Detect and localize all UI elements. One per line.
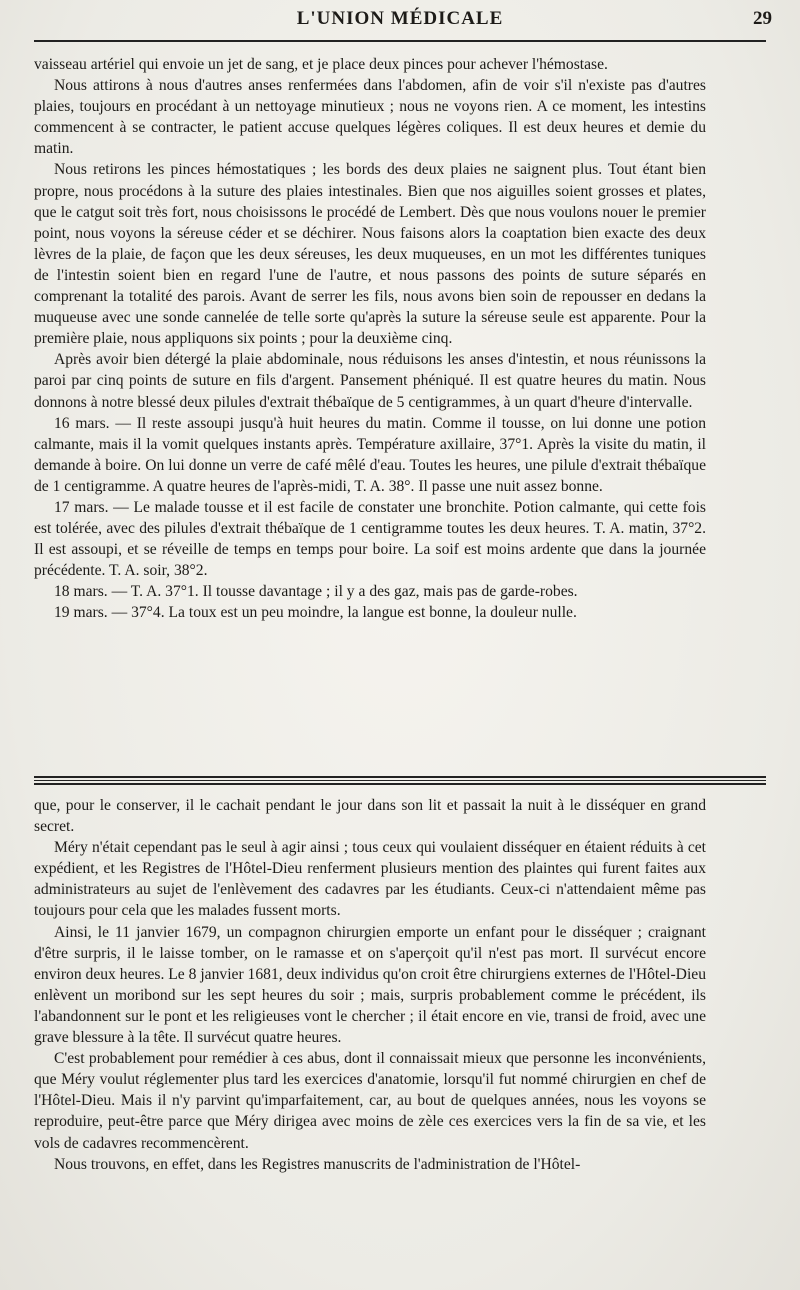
body-paragraph: Nous retirons les pinces hémostatiques ; les bords des deux plaies ne saignent plus. Tout étant bien propre, nous procédons à la suture des plaies intestinales. Bien que nos aiguilles soient grosses et plates, que le catgut soit très fort, nous choisissons le procédé de Lembert. Dès que nous voulons nouer le premier point, nous voyons la séreuse céder et se déchirer. Nous faisons alors la coaptation bien exacte des deux lèvres de la plaie, de façon que les deux séreuses, les deux muqueuses, en un mot les différentes tuniques de l'intestin soient bien en regard l'une de l'autre, et nous passons des points de suture séparés en comprenant la totalité des parois. Avant de serrer les fils, nous avons bien soin de repousser en dedans la muqueuse avec une sonde cannelée de telle sorte qu'après la suture la séreuse seule est apparente. Pour la première plaie, nous appliquons six points ; pour la deuxième cinq. (34, 161, 706, 348)
body-paragraph: Après avoir bien détergé la plaie abdominale, nous réduisons les anses d'intestin, et nous réunissons la paroi par cinq points de suture en fils d'argent. Pansement phéniqué. Il est quatre heures du matin. Nous donnons à notre blessé deux pilules d'extrait thébaïque de 5 centigrammes, à un quart d'heure d'intervalle. (34, 351, 706, 411)
body-paragraph: 16 mars. — Il reste assoupi jusqu'à huit heures du matin. Comme il tousse, on lui donne une potion calmante, mais il la vomit quelques instants après. Température axillaire, 37°1. Après la visite du matin, il demande à boire. On lui donne un verre de café mêlé d'eau. Toutes les heures, une pilule d'extrait thébaïque de 1 centigramme. A quatre heures de l'après-midi, T. A. 38°. Il passe une nuit assez bonne. (34, 414, 706, 495)
body-paragraph: Nous trouvons, en effet, dans les Registres manuscrits de l'administration de l'Hôtel- (54, 1155, 581, 1173)
clinical-case-section (34, 54, 706, 624)
body-paragraph: 17 mars. — Le malade tousse et il est facile de constater une bronchite. Potion calmante, qui cette fois est tolérée, avec des pilules d'extrait thébaïque de 1 centigramme toutes les deux heures. T. A. matin, 37°2. Il est assoupi, et se réveille de temps en temps pour boire. La soif est moins ardente que dans la journée précédente. T. A. soir, 38°2. (34, 498, 706, 580)
running-head (0, 6, 800, 34)
body-paragraph: Ainsi, le 11 janvier 1679, un compagnon chirurgien emporte un enfant pour le disséquer ; craignant d'être surpris, il le laisse tomber, on le ramasse et on s'aperçoit qu'il n'est pas mort. Il survécut encore environ deux heures. Le 8 janvier 1681, deux individus qu'on croit être chirurgiens externes de l'Hôtel-Dieu enlèvent un moribond sur les sept heures du soir ; mais, surpris probablement comme le précédent, ils l'abandonnent sur le pont et les religieuses vont le chercher ; il était encore en vie, transi de froid, avec une grave blessure à la tête. Il survécut quatre heures. (34, 923, 706, 1047)
body-paragraph: C'est probablement pour remédier à ces abus, dont il connaissait mieux que personne les inconvénients, que Méry voulut réglementer plus tard les exercices d'anatomie, lorsqu'il fut nommé chirurgien en chef de l'Hôtel-Dieu. Mais il n'y parvint qu'imparfaitement, car, au bout de quelques années, nous les voyons se reproduire, peut-être parce que Méry dirigea avec moins de zèle ces exercices vers la fin de sa vie, et les vols de cadavres recommencèrent. (34, 1050, 706, 1152)
header-rule (34, 40, 766, 42)
body-paragraph: 19 mars. — 37°4. La toux est un peu moindre, la langue est bonne, la douleur nulle. (54, 604, 577, 622)
history-section (34, 795, 706, 1175)
section-separator-rule (34, 776, 766, 785)
body-paragraph: vaisseau artériel qui envoie un jet de sang, et je place deux pinces pour achever l'hémostase. (34, 56, 608, 73)
body-paragraph: Nous attirons à nous d'autres anses renfermées dans l'abdomen, afin de voir s'il n'existe pas d'autres plaies, toujours en procédant à un nettoyage minutieux ; nous ne voyons rien. A ce moment, les intestins commencent à se contracter, le patient accuse quelques légères coliques. Il est deux heures et demie du matin. (34, 77, 706, 158)
body-paragraph: Méry n'était cependant pas le seul à agir ainsi ; tous ceux qui voulaient disséquer en étaient réduits à cet expédient, et les Registres de l'Hôtel-Dieu renferment plusieurs mention des plaintes qui furent faites aux administrateurs au sujet de l'enlèvement des cadavres par les étudiants. Ceux-ci n'attendaient même pas toujours pour cela que les malades fussent morts. (34, 839, 706, 920)
page-number: 29 (753, 8, 772, 29)
body-paragraph: que, pour le conserver, il le cachait pendant le jour dans son lit et passait la nuit à le disséquer en grand secret. (34, 797, 706, 836)
body-paragraph: 18 mars. — T. A. 37°1. Il tousse davantage ; il y a des gaz, mais pas de garde-robes. (54, 583, 578, 601)
running-title: L'UNION MÉDICALE (296, 8, 504, 29)
